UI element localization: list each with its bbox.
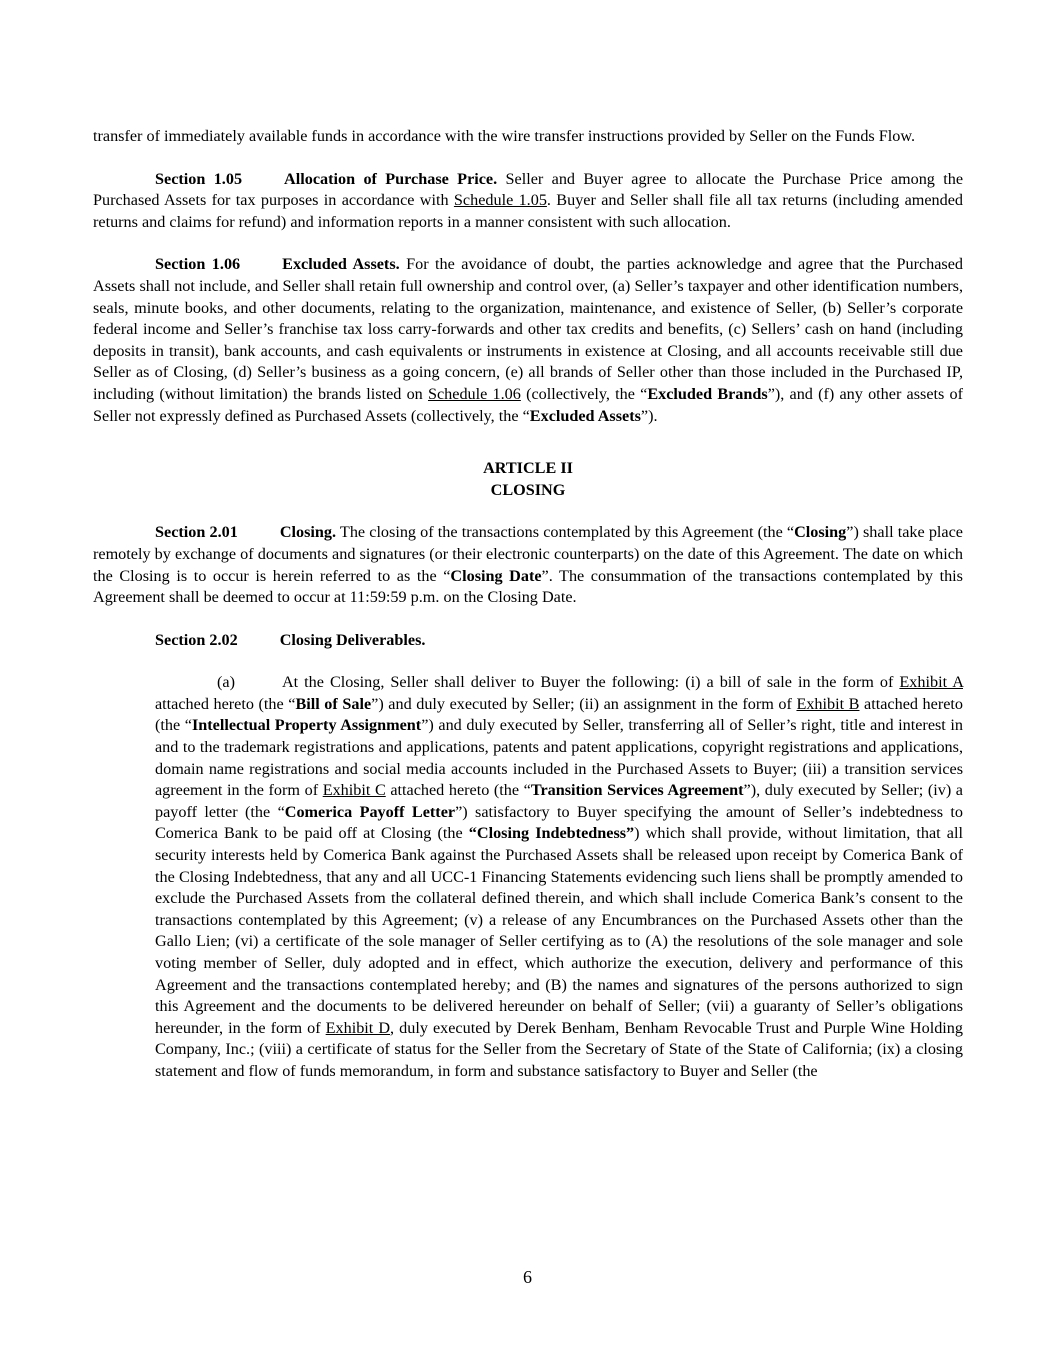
section-text: ”) and duly executed by Seller; (ii) an assignment in the form of [371,694,797,713]
section-title: Closing Deliverables. [279,630,426,649]
section-title: Allocation of Purchase Price. [284,169,498,188]
section-text: ”), and (f) any other assets of Seller not expressly defined as Purchased Assets (collectively, the “ [93,384,963,425]
subsection-a-text [155,672,963,1082]
section-title: Excluded Assets. [282,255,400,274]
article-number: ARTICLE II [483,459,573,478]
section-text: (collectively, the “ [520,384,648,403]
section-title: Closing. [279,523,337,542]
section-text: ”) satisfactory to Buyer specifying the amount of Seller’s indebtedness to Comerica Bank to be paid off at Closing (the [155,802,964,843]
document-body [93,126,963,1083]
exhibit-link: Exhibit C [322,781,386,800]
defined-term: Excluded Brands [647,384,768,403]
defined-term: Excluded Assets [529,406,641,425]
section-text: . Buyer and Seller shall file all tax returns (including amended returns and claims for refund) and information reports in a manner consistent with such allocation. [93,191,963,231]
section-text: Seller and Buyer agree to allocate the Purchase Price among the Purchased Assets for tax purposes in accordance with [93,169,964,210]
section-text: attached hereto (the “ [385,781,531,800]
section-number: Section 2.02 [155,630,238,649]
section-text: , duly executed by Derek Benham, Benham Revocable Trust and Purple Wine Holding Company, Inc.; (viii) a certificate of status for the Seller from the Secretary of State of the State of California; (ix) a closing statement and flow of funds memorandum, in form and substance satisfactory to Buyer and Seller (the [155,1018,963,1080]
section-number: Section 1.06 [155,255,241,274]
section-1-06 [93,254,963,427]
defined-term: Intellectual Property Assignment [191,716,422,735]
continued-paragraph: transfer of immediately available funds in accordance with the wire transfer instructions provided by Seller on the Funds Flow. [93,127,916,145]
subsection-a [155,672,963,1082]
section-2-01 [93,522,963,608]
section-text: ”), duly executed by Seller; (iv) a payoff letter (the “ [155,781,963,821]
schedule-link: Schedule 1.05 [453,191,547,210]
article-title: CLOSING [490,480,566,499]
section-text: ”) shall take place remotely by exchange of documents and signatures (or their electronic counterparts) on the date of this Agreement. The date on which the Closing is to occur is herein referred to as the “ [93,523,963,585]
section-text: For the avoidance of doubt, the parties acknowledge and agree that the Purchased Assets shall not include, and Seller shall retain full ownership and control over, (a) Seller’s taxpayer and other identification numbers, seals, minute books, and other documents, relating to the organization, maintenance, and existence of Seller, (b) Seller’s corporate federal income and Seller’s franchise tax loss carry-forwards and other tax credits and benefits, (c) Sellers’ cash on hand (including deposits in transit), bank accounts, and cash equivalents or instruments in existence at Closing, and all accounts receivable still due Seller as of Closing, (d) Seller’s business as a going concern, (e) all brands of Seller other than those included in the Purchased IP, including (without limitation) the brands listed on [93,255,963,403]
section-2-02 [93,630,963,652]
subsection-label: (a) [217,673,235,692]
defined-term: Transition Services Agreement [530,781,744,800]
defined-term: Bill of Sale [295,694,372,713]
section-text: ) which shall provide, without limitation, that all security interests held by Comerica Bank against the Purchased Assets shall be released upon receipt by Comerica Bank of the Closing Indebtedness, that any and all UCC-1 Financing Statements evidencing such liens shall be promptly amended to exclude the Purchased Assets from the collateral defined therein, and which shall include Comerica Bank’s consent to the transactions contemplated by this Agreement; (v) a release of any Encumbrances on the Purchased Assets other than the Gallo Lien; (vi) a certificate of the sole manager of Seller certifying as to (A) the resolutions of the sole manager and sole voting member of Seller, duly adopted and in effect, which authorize the execution, delivery and performance of this Agreement and the transactions contemplated hereby; and (B) the names and signatures of the persons authorized to sign this Agreement and the documents to be delivered hereunder on behalf of Seller; (vii) a guaranty of Seller’s obligations hereunder, in the form of [155,824,963,1037]
page-number: 6 [523,1267,532,1287]
defined-term: Closing [794,523,847,542]
defined-term: “Closing Indebtedness” [468,824,635,843]
exhibit-link: Exhibit A [899,673,963,692]
section-text: ”). [640,406,658,425]
section-text: ”. The consummation of the transactions contemplated by this Agreement shall be deemed to occur at 11:59:59 p.m. on the Closing Date. [93,566,963,607]
section-1-05 [93,169,963,234]
section-number: Section 2.01 [155,523,238,542]
exhibit-link: Exhibit B [796,694,860,713]
section-text: The closing of the transactions contemplated by this Agreement (the “ [336,523,795,542]
defined-term: Comerica Payoff Letter [284,802,456,821]
section-text: ”) and duly executed by Seller, transferring all of Seller’s right, title and interest in and to the trademark registrations and applications, patents and patent applications, copyright registrations and applications, domain name registrations and social media accounts included in the Purchased Assets to Buyer; (iii) a transition services agreement in the form of [155,716,963,800]
section-text: attached hereto (the “ [155,694,296,713]
defined-term: Closing Date [450,566,542,585]
section-number: Section 1.05 [155,169,243,188]
section-text: At the Closing, Seller shall deliver to Buyer the following: (i) a bill of sale in the form of [281,673,900,692]
schedule-link: Schedule 1.06 [427,384,521,403]
section-text: attached hereto (the “ [155,694,963,735]
exhibit-link: Exhibit D [325,1018,391,1037]
